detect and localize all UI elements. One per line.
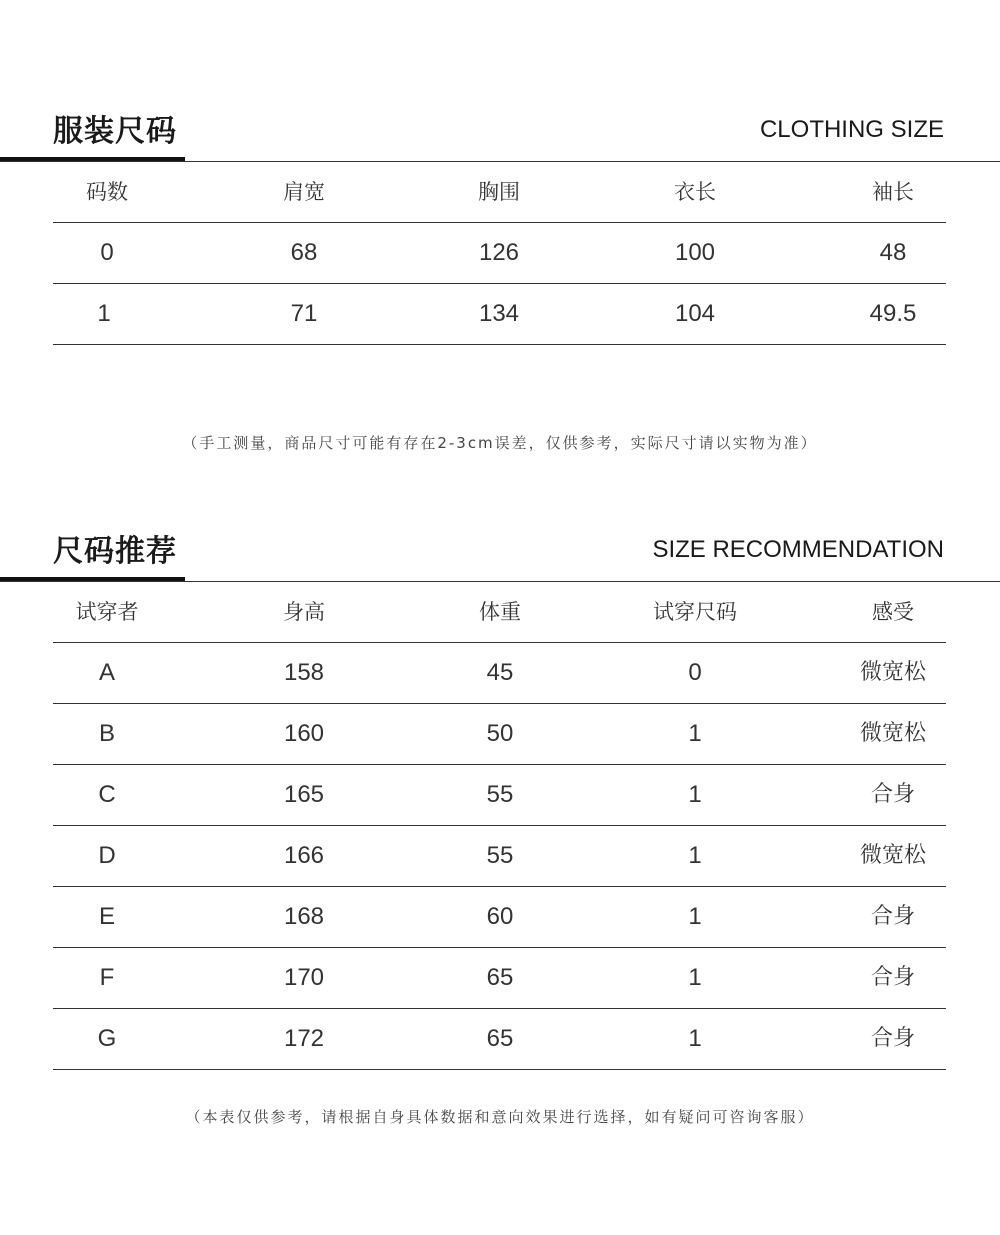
cell-weight: 60: [486, 903, 514, 930]
cell-tester: E: [98, 903, 115, 930]
cell-weight: 65: [486, 1025, 514, 1052]
clothing-size-title: 服装尺码: [53, 114, 177, 149]
cell-size: 1: [97, 300, 111, 327]
cell-weight: 65: [486, 964, 514, 991]
cell-tester: D: [98, 842, 116, 869]
cell-feeling: 合身: [870, 782, 915, 807]
table-row: [53, 1009, 946, 1070]
header-cell-height: 身高: [283, 600, 325, 624]
cell-height: 165: [283, 781, 325, 808]
cell-tester: F: [99, 964, 115, 991]
cell-length: 100: [674, 239, 716, 266]
cell-height: 168: [283, 903, 325, 930]
cell-tried-size: 1: [688, 964, 702, 991]
header-cell-length: 衣长: [674, 180, 716, 204]
cell-height: 158: [283, 659, 325, 686]
table-header-row: [53, 582, 946, 643]
cell-weight: 45: [486, 659, 514, 686]
cell-height: 170: [283, 964, 325, 991]
header-cell-size: 码数: [86, 180, 128, 204]
cell-feeling: 合身: [870, 1026, 915, 1051]
table-row: [53, 826, 946, 887]
table-row: [53, 948, 946, 1009]
clothing-size-table: [53, 162, 946, 345]
cell-feeling: 微宽松: [859, 660, 926, 685]
header-cell-shoulder: 肩宽: [283, 180, 325, 204]
cell-tried-size: 1: [688, 781, 702, 808]
cell-length: 104: [674, 300, 716, 327]
cell-height: 172: [283, 1025, 325, 1052]
size-recommendation-table: [53, 582, 946, 1070]
recommendation-note: （本表仅供参考，请根据自身具体数据和意向效果进行选择，如有疑问可咨询客服）: [185, 1108, 815, 1126]
cell-shoulder: 71: [290, 300, 318, 327]
cell-tester: C: [98, 781, 116, 808]
cell-height: 166: [283, 842, 325, 869]
cell-feeling: 合身: [870, 904, 915, 929]
cell-shoulder: 68: [290, 239, 318, 266]
table-row: [53, 284, 946, 345]
cell-height: 160: [283, 720, 325, 747]
cell-chest: 134: [478, 300, 520, 327]
cell-weight: 55: [486, 781, 514, 808]
cell-sleeve: 49.5: [869, 300, 917, 327]
cell-weight: 50: [486, 720, 514, 747]
cell-size: 0: [100, 239, 114, 266]
size-recommendation-subtitle: SIZE RECOMMENDATION: [652, 536, 944, 563]
header-cell-feeling: 感受: [872, 600, 914, 624]
table-row: [53, 887, 946, 948]
table-row: [53, 643, 946, 704]
header-cell-chest: 胸围: [478, 180, 520, 204]
table-row: [53, 223, 946, 284]
table-row: [53, 704, 946, 765]
header-cell-sleeve: 袖长: [872, 180, 914, 204]
table-header-row: [53, 162, 946, 223]
cell-tester: G: [97, 1025, 117, 1052]
size-recommendation-title: 尺码推荐: [53, 534, 177, 569]
cell-tried-size: 1: [688, 720, 702, 747]
cell-tester: B: [98, 720, 115, 747]
table-row: [53, 765, 946, 826]
cell-feeling: 合身: [870, 965, 915, 990]
cell-tried-size: 0: [688, 659, 702, 686]
cell-chest: 126: [478, 239, 520, 266]
cell-weight: 55: [486, 842, 514, 869]
header-cell-tester: 试穿者: [75, 600, 139, 624]
cell-sleeve: 48: [879, 239, 907, 266]
cell-tried-size: 1: [688, 1025, 702, 1052]
header-cell-weight: 体重: [479, 600, 521, 624]
cell-feeling: 微宽松: [859, 721, 926, 746]
header-cell-tried-size: 试穿尺码: [653, 600, 737, 624]
measurement-note: （手工测量，商品尺寸可能有存在2-3cm误差，仅供参考，实际尺寸请以实物为准）: [182, 434, 818, 452]
cell-tester: A: [98, 659, 115, 686]
clothing-size-subtitle: CLOTHING SIZE: [759, 116, 944, 143]
cell-tried-size: 1: [688, 903, 702, 930]
cell-tried-size: 1: [688, 842, 702, 869]
cell-feeling: 微宽松: [859, 843, 926, 868]
